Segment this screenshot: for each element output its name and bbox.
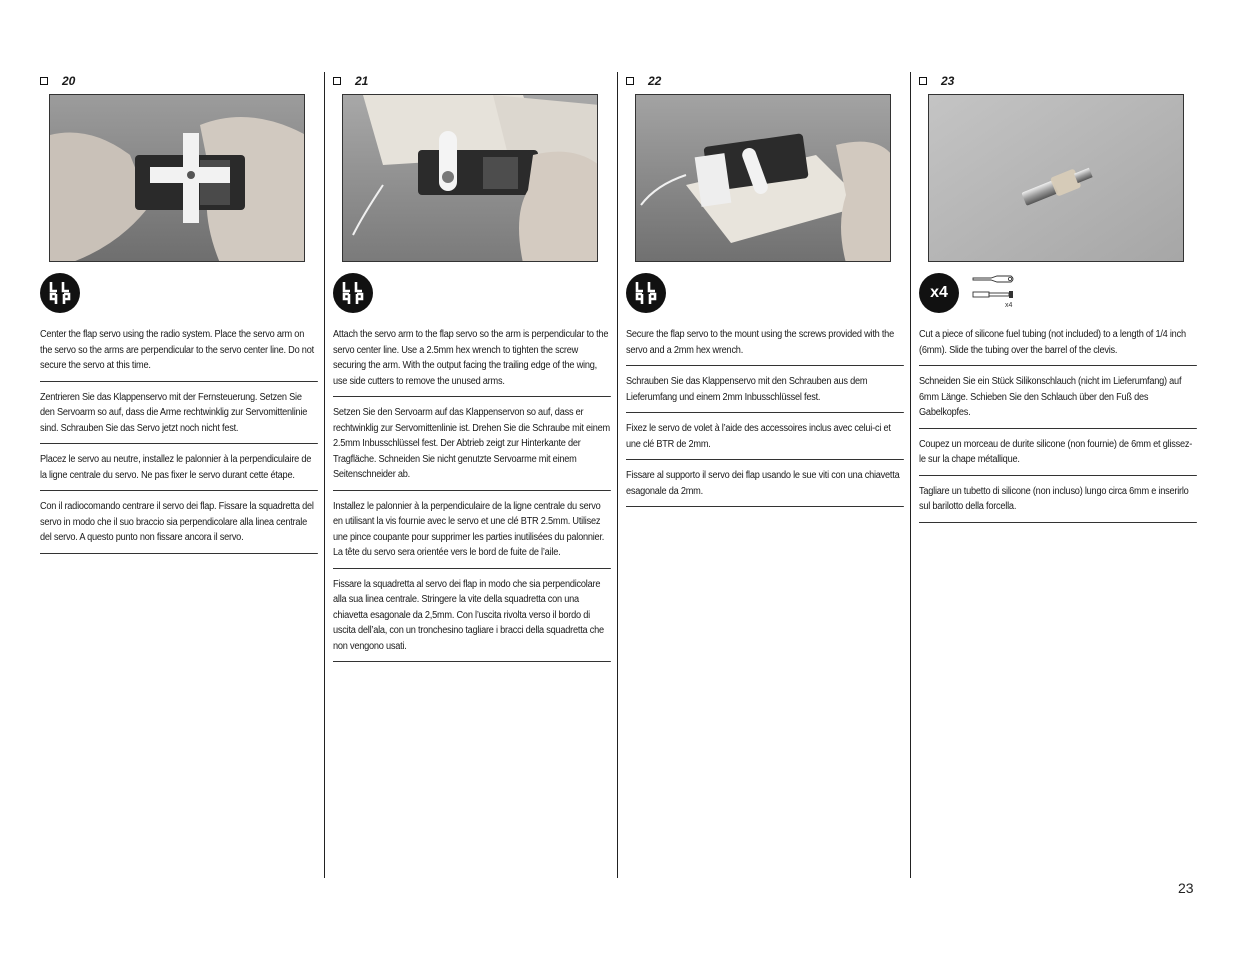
step-header <box>333 72 611 90</box>
step-header <box>40 72 318 90</box>
step-22 <box>626 72 904 497</box>
paragraph-de: Zentrieren Sie das Klappenservo mit der Fernsteuerung. Setzen Sie den Servoarm so auf, dass die Arme rechtwinklig zur Servomittenlinie sind. Schrauben Sie das Servo jetzt noch nicht fest. <box>40 390 318 445</box>
step-23 <box>919 72 1197 512</box>
step-photo <box>635 94 891 262</box>
step-photo <box>342 94 598 262</box>
paragraph-it: Tagliare un tubetto di silicone (non incluso) lungo circa 6mm e inserirlo sul barilotto della forcella. <box>919 484 1197 523</box>
step-header <box>919 72 1197 90</box>
paragraph-en: Attach the servo arm to the flap servo so the arm is perpendicular to the servo center line. Use a 2.5mm hex wrench to tighten the screw securing the arm. With the output facing the trailing edge of the wing, use side cutters to remove the unused arms. <box>333 327 611 397</box>
step-photo <box>928 94 1184 262</box>
checkbox-icon[interactable] <box>919 77 927 85</box>
step-number: 20 <box>62 74 76 88</box>
step-number: 23 <box>941 74 955 88</box>
left-right-symmetry-icon <box>333 273 373 313</box>
left-right-symmetry-icon <box>40 273 80 313</box>
step-20 <box>40 72 318 543</box>
instruction-text <box>919 327 1197 531</box>
paragraph-en: Secure the flap servo to the mount using the screws provided with the servo and a 2mm hex wrench. <box>626 327 904 366</box>
hardware-quantity-label: x4 <box>1005 302 1013 309</box>
step-photo <box>49 94 305 262</box>
checkbox-icon[interactable] <box>333 77 341 85</box>
paragraph-de: Schneiden Sie ein Stück Silikonschlauch (nicht im Lieferumfang) auf 6mm Länge. Schieben Sie den Schlauch über den Fuß des Gabelkopfes. <box>919 374 1197 429</box>
paragraph-it: Fissare la squadretta al servo dei flap in modo che sia perpendicolare alla sua linea centrale. Stringere la vite della squadretta con una chiavetta esagonale da 2,5mm. Con l’uscita rivolta verso il bordo di uscita dell’ala, con un tronchesino tagliare i bracci della squadretta che non vengono usati. <box>333 577 611 663</box>
checkbox-icon[interactable] <box>626 77 634 85</box>
step-number: 22 <box>648 74 662 88</box>
step-number: 21 <box>355 74 369 88</box>
paragraph-en: Cut a piece of silicone fuel tubing (not included) to a length of 1/4 inch (6mm). Slide the tubing over the barrel of the clevis. <box>919 327 1197 366</box>
instruction-text <box>40 327 318 562</box>
paragraph-fr: Fixez le servo de volet à l’aide des accessoires inclus avec celui-ci et une clé BTR de 2mm. <box>626 421 904 460</box>
column-divider <box>324 72 325 878</box>
paragraph-it: Fissare al supporto il servo dei flap usando le sue viti con una chiavetta esagonale da 2mm. <box>626 468 904 507</box>
paragraph-de: Setzen Sie den Servoarm auf das Klappenservon so auf, dass er rechtwinklig zur Servomittenlinie ist. Drehen Sie die Schraube mit einem 2.5mm Inbusschlüssel fest. Der Abtrieb zeigt zur Hinterkante der Tragfläche. Schneiden Sie nicht genutzte Servoarme mit einem Seitenschneider ab. <box>333 405 611 491</box>
paragraph-de: Schrauben Sie das Klappenservo mit den Schrauben aus dem Lieferumfang und einem 2mm Inbusschlüssel fest. <box>626 374 904 413</box>
step-header <box>626 72 904 90</box>
paragraph-en: Center the flap servo using the radio system. Place the servo arm on the servo so the arms are perpendicular to the servo center line. Do not secure the servo at this time. <box>40 327 318 382</box>
column-divider <box>910 72 911 878</box>
paragraph-fr: Installez le palonnier à la perpendiculaire de la ligne centrale du servo en utilisant la vis fournie avec le servo et une clé BTR 2.5mm. Utilisez une pince coupante pour supprimer les parties inutilisées du palonnier. La tête du servo sera orientée vers le bord de fuite de l’aile. <box>333 499 611 569</box>
paragraph-fr: Coupez un morceau de durite silicone (non fournie) de 6mm et glissez-le sur la chape métallique. <box>919 437 1197 476</box>
checkbox-icon[interactable] <box>40 77 48 85</box>
step-21 <box>333 72 611 652</box>
left-right-symmetry-icon <box>626 273 666 313</box>
paragraph-fr: Placez le servo au neutre, installez le palonnier à la perpendiculaire de la ligne centrale du servo. Ne pas fixer le servo durant cette étape. <box>40 452 318 491</box>
quantity-badge: x4 <box>919 273 959 313</box>
column-divider <box>617 72 618 878</box>
page-number: 23 <box>1178 880 1194 896</box>
instruction-text <box>333 327 611 670</box>
paragraph-it: Con il radiocomando centrare il servo dei flap. Fissare la squadretta del servo in modo che il suo braccio sia perpendicolare alla linea centrale del servo. A questo punto non fissare ancora il servo. <box>40 499 318 554</box>
instruction-text <box>626 327 904 515</box>
